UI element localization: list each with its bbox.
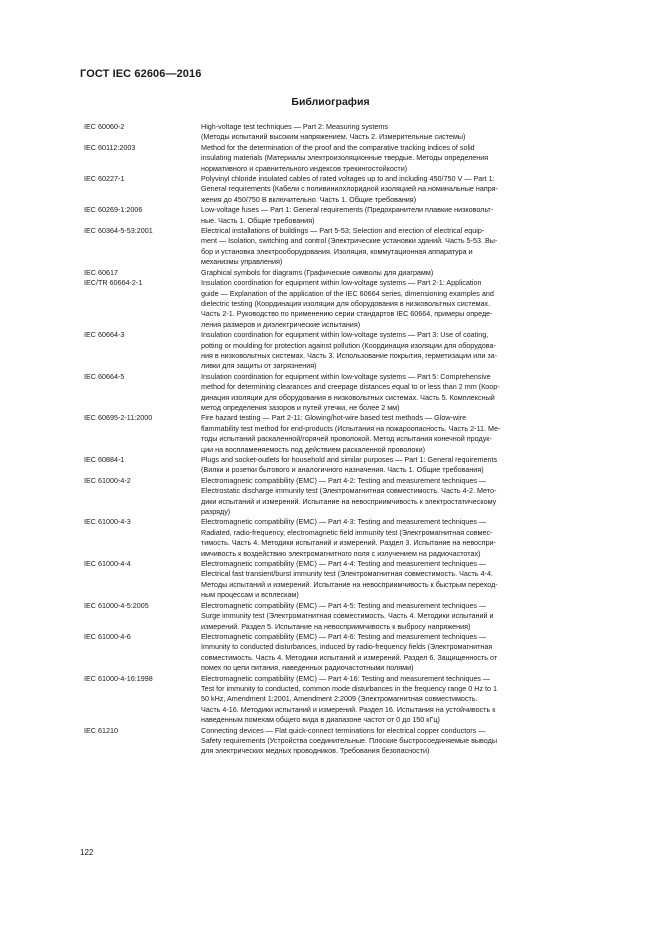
- bibliography-entry: [84, 559, 614, 601]
- title-line: guide — Explanation of the application of the IEC 60664 series, dimensioning examples and: [201, 288, 494, 298]
- bibliography-entry: [84, 278, 614, 330]
- title-line: insulating materials (Материалы электроизоляционные твердые. Методы определения: [201, 153, 489, 163]
- standard-title: [201, 726, 613, 757]
- bibliography-entry: [84, 174, 614, 205]
- standard-code: IEC 60227-1: [84, 174, 125, 184]
- bibliography-entry: [84, 372, 614, 414]
- bibliography-entry: [84, 268, 614, 278]
- standard-code: IEC 60617: [84, 267, 118, 277]
- bibliography-entry: [84, 632, 614, 674]
- standard-title: [201, 476, 613, 518]
- standard-code: IEC 61000-4-3: [84, 517, 131, 527]
- title-line: Radiated, radio-frequency, electromagnetic field immunity test (Электромагнитная совмес-: [201, 527, 493, 537]
- title-line: динация изоляции для оборудования в низковольтных системах. Часть 5. Комплексный: [201, 392, 495, 402]
- title-line: Low-voltage fuses — Part 1: General requirements (Предохранители плавкие низковольт-: [201, 205, 494, 215]
- standard-code: IEC/TR 60664-2-1: [84, 278, 143, 288]
- title-line: Electromagnetic compatibility (EMC) — Part 4-6: Testing and measurement techniques —: [201, 631, 487, 641]
- standard-code: IEC 60695-2-11:2000: [84, 413, 153, 423]
- title-line: наведенным помехам общего вида в диапазоне частот от 0 до 150 кГц): [201, 715, 440, 725]
- title-line: дики испытаний и измерений. Испытание на невосприимчивость к электростатическому: [201, 496, 497, 506]
- title-line: 50 kHz, Amendment 1:2001, Amendment 2:2009 (Электромагнитная совместимость.: [201, 694, 478, 704]
- title-line: Electrostatic discharge immunity test (Электромагнитная совместимость. Часть 4-2. Мето-: [201, 486, 497, 496]
- title-line: механизмы управления): [201, 257, 283, 267]
- standard-title: [201, 174, 613, 205]
- standard-code: IEC 60060-2: [84, 122, 125, 131]
- bibliography-entry: [84, 517, 614, 559]
- title-line: method for determining clearances and creepage distances equal to or less than 2 mm (Коор-: [201, 382, 500, 392]
- standard-title: [201, 372, 613, 414]
- bibliography-entry: [84, 330, 614, 372]
- title-line: Connecting devices — Flat quick-connect terminations for electrical copper conductors —: [201, 725, 486, 735]
- bibliography-entry: [84, 726, 614, 757]
- title-line: Fire hazard testing — Part 2-11: Glowing/hot-wire based test methods — Glow-wire: [201, 413, 467, 423]
- title-line: ления размеров и диэлектрические испытания): [201, 319, 361, 329]
- title-line: Safety requirements (Устройства соединительные. Плоские быстросоединяемые выводы: [201, 735, 497, 745]
- standard-code: IEC 60664-5: [84, 371, 125, 381]
- standard-code: IEC 61000-4-5:2005: [84, 600, 149, 610]
- title-line: ные. Часть 1. Общие требования): [201, 215, 315, 225]
- standard-title: [201, 455, 613, 476]
- standard-code: IEC 61000-4-16:1998: [84, 673, 153, 683]
- standard-title: [201, 330, 613, 372]
- title-line: Electromagnetic compatibility (EMC) — Part 4-16: Testing and measurement techniques —: [201, 673, 491, 683]
- standard-title: [201, 559, 613, 601]
- standard-code: IEC 61000-4-2: [84, 475, 131, 485]
- standard-code: IEC 60664-3: [84, 330, 125, 340]
- title-line: для электрических медных проводников. Требования безопасности): [201, 746, 430, 756]
- standard-code: IEC 60884-1: [84, 455, 125, 464]
- title-line: Insulation coordination for equipment within low-voltage systems — Part 2-1: Application: [201, 278, 482, 288]
- title-line: Surge immunity test (Электромагнитная совместимость. Часть 4. Методики испытаний и: [201, 611, 494, 621]
- title-line: Graphical symbols for diagrams (Графические символы для диаграмм): [201, 267, 434, 277]
- title-line: совместимость. Часть 4. Методики испытаний и измерений. Раздел 6. Защищенность от: [201, 652, 498, 662]
- bibliography-entry: [84, 205, 614, 226]
- standard-title: [201, 268, 613, 278]
- title-line: нормативного и сравнительного индексов трекингостойкости): [201, 163, 408, 173]
- page-title: Библиография: [291, 96, 370, 108]
- standard-title: [201, 143, 613, 174]
- standard-code: IEC 61000-4-4: [84, 559, 131, 569]
- standard-title: [201, 205, 613, 226]
- bibliography-entry: [84, 674, 614, 726]
- title-line: potting or moulding for protection against pollution (Координация изоляции для оборудова-: [201, 340, 496, 350]
- standard-title: [201, 122, 613, 143]
- title-line: жения до 450/750 В включительно. Часть 1. Общие требования): [201, 194, 417, 204]
- title-line: flammability test method for end-products (Испытания на пожароопасность. Часть 2-11. Ме-: [201, 423, 501, 433]
- title-line: Method for the determination of the proof and the comparative tracking indices of solid: [201, 142, 475, 152]
- bibliography-list: [84, 122, 614, 757]
- title-line: Часть 2-1. Руководство по применению серии стандартов IEC 60664, примеры опреде-: [201, 309, 493, 319]
- title-line: бор и установка электрооборудования. Изоляция, коммутационная аппаратура и: [201, 246, 473, 256]
- bibliography-entry: [84, 601, 614, 632]
- document-header: ГОСТ IEC 62606—2016: [80, 68, 202, 80]
- bibliography-entry: [84, 413, 614, 455]
- standard-title: [201, 517, 613, 559]
- title-line: Electrical fast transient/burst immunity test (Электромагнитная совместимость. Часть 4-4.: [201, 569, 493, 579]
- title-line: разряду): [201, 507, 231, 517]
- title-line: Electrical installations of buildings — Part 5-53; Selection and erection of electrical equip-: [201, 226, 485, 236]
- title-line: Immunity to conducted disturbances, induced by radio-frequency fields (Электромагнитная: [201, 642, 493, 652]
- standard-code: IEC 60112:2003: [84, 142, 136, 152]
- title-line: Electromagnetic compatibility (EMC) — Part 4-4: Testing and measurement techniques —: [201, 559, 487, 569]
- title-line: Electromagnetic compatibility (EMC) — Part 4-2: Testing and measurement techniques —: [201, 475, 487, 485]
- standard-title: [201, 632, 613, 674]
- title-line: General requirements (Кабели с поливинилхлоридной изоляцией на номинальные напря-: [201, 184, 498, 194]
- title-line: Electromagnetic compatibility (EMC) — Part 4-5: Testing and measurement techniques —: [201, 600, 487, 610]
- title-line: Polyvinyl chloride insulated cables of rated voltages up to and including 450/750 V — Part 1:: [201, 174, 495, 184]
- standard-code: IEC 61210: [84, 725, 118, 735]
- title-line: (Вилки и розетки бытового и аналогичного назначения. Часть 1. Общие требования): [201, 465, 484, 475]
- standard-title: [201, 226, 613, 268]
- title-line: dielectric testing (Координация изоляции для оборудования в низковольтных системах.: [201, 298, 491, 308]
- standard-title: [201, 674, 613, 726]
- title-line: ment — Isolation, switching and control (Электрические установки зданий. Часть 5-53. Вы-: [201, 236, 498, 246]
- title-line: тимость. Часть 4. Методики испытаний и измерений. Раздел 3. Испытание на невоспри-: [201, 538, 496, 548]
- title-line: ции на воспламеняемость под действием раскаленной проволоки): [201, 444, 425, 454]
- title-line: Electromagnetic compatibility (EMC) — Part 4-3: Testing and measurement techniques —: [201, 517, 487, 527]
- bibliography-entry: [84, 226, 614, 268]
- title-line: Plugs and socket-outlets for household and similar purposes — Part 1: General requirements: [201, 455, 498, 464]
- title-line: помех по цепи питания, наведенных радиочастотными полями): [201, 663, 414, 673]
- title-line: ливки для защиты от загрязнения): [201, 361, 317, 371]
- title-line: имчивость к воздействию электромагнитного поля с излучением на радиочастотах): [201, 548, 481, 558]
- title-line: измерений. Раздел 5. Испытание на невосприимчивость к выбросу напряжения): [201, 621, 471, 631]
- standard-title: [201, 278, 613, 330]
- title-line: Часть 4-16. Методики испытаний и измерений. Раздел 16. Испытания на устойчивость к: [201, 704, 496, 714]
- standard-code: IEC 60269-1:2006: [84, 205, 143, 215]
- standard-code: IEC 60364-5-53:2001: [84, 226, 153, 236]
- title-line: (Методы испытаний высоким напряжением. Часть 2. Измерительные системы): [201, 132, 466, 142]
- page-number: 122: [80, 848, 94, 857]
- bibliography-entry: [84, 455, 614, 476]
- title-line: Insulation coordination for equipment within low-voltage systems — Part 3: Use of coating,: [201, 330, 489, 340]
- title-line: метод определения зазоров и путей утечки, не более 2 мм): [201, 402, 400, 412]
- title-line: ния в низковольтных системах. Часть 3. Использование покрытия, герметизации или за-: [201, 350, 498, 360]
- standard-title: [201, 601, 613, 632]
- title-line: High-voltage test techniques — Part 2: Measuring systems: [201, 122, 388, 131]
- bibliography-entry: [84, 143, 614, 174]
- title-line: тоды испытаний раскаленной/горячей проволокой. Метод испытания конечной продук-: [201, 434, 492, 444]
- title-line: Insulation coordination for equipment within low-voltage systems — Part 5: Comprehensive: [201, 371, 491, 381]
- standard-code: IEC 61000-4-6: [84, 631, 131, 641]
- bibliography-entry: [84, 122, 614, 143]
- standard-title: [201, 413, 613, 455]
- title-line: Методы испытаний и измерений. Испытание на невосприимчивость к быстрым переход-: [201, 579, 498, 589]
- title-line: ным процессам и всплескам): [201, 590, 299, 600]
- bibliography-entry: [84, 476, 614, 518]
- title-line: Test for immunity to conducted, common mode disturbances in the frequency range 0 Hz to 1: [201, 683, 498, 693]
